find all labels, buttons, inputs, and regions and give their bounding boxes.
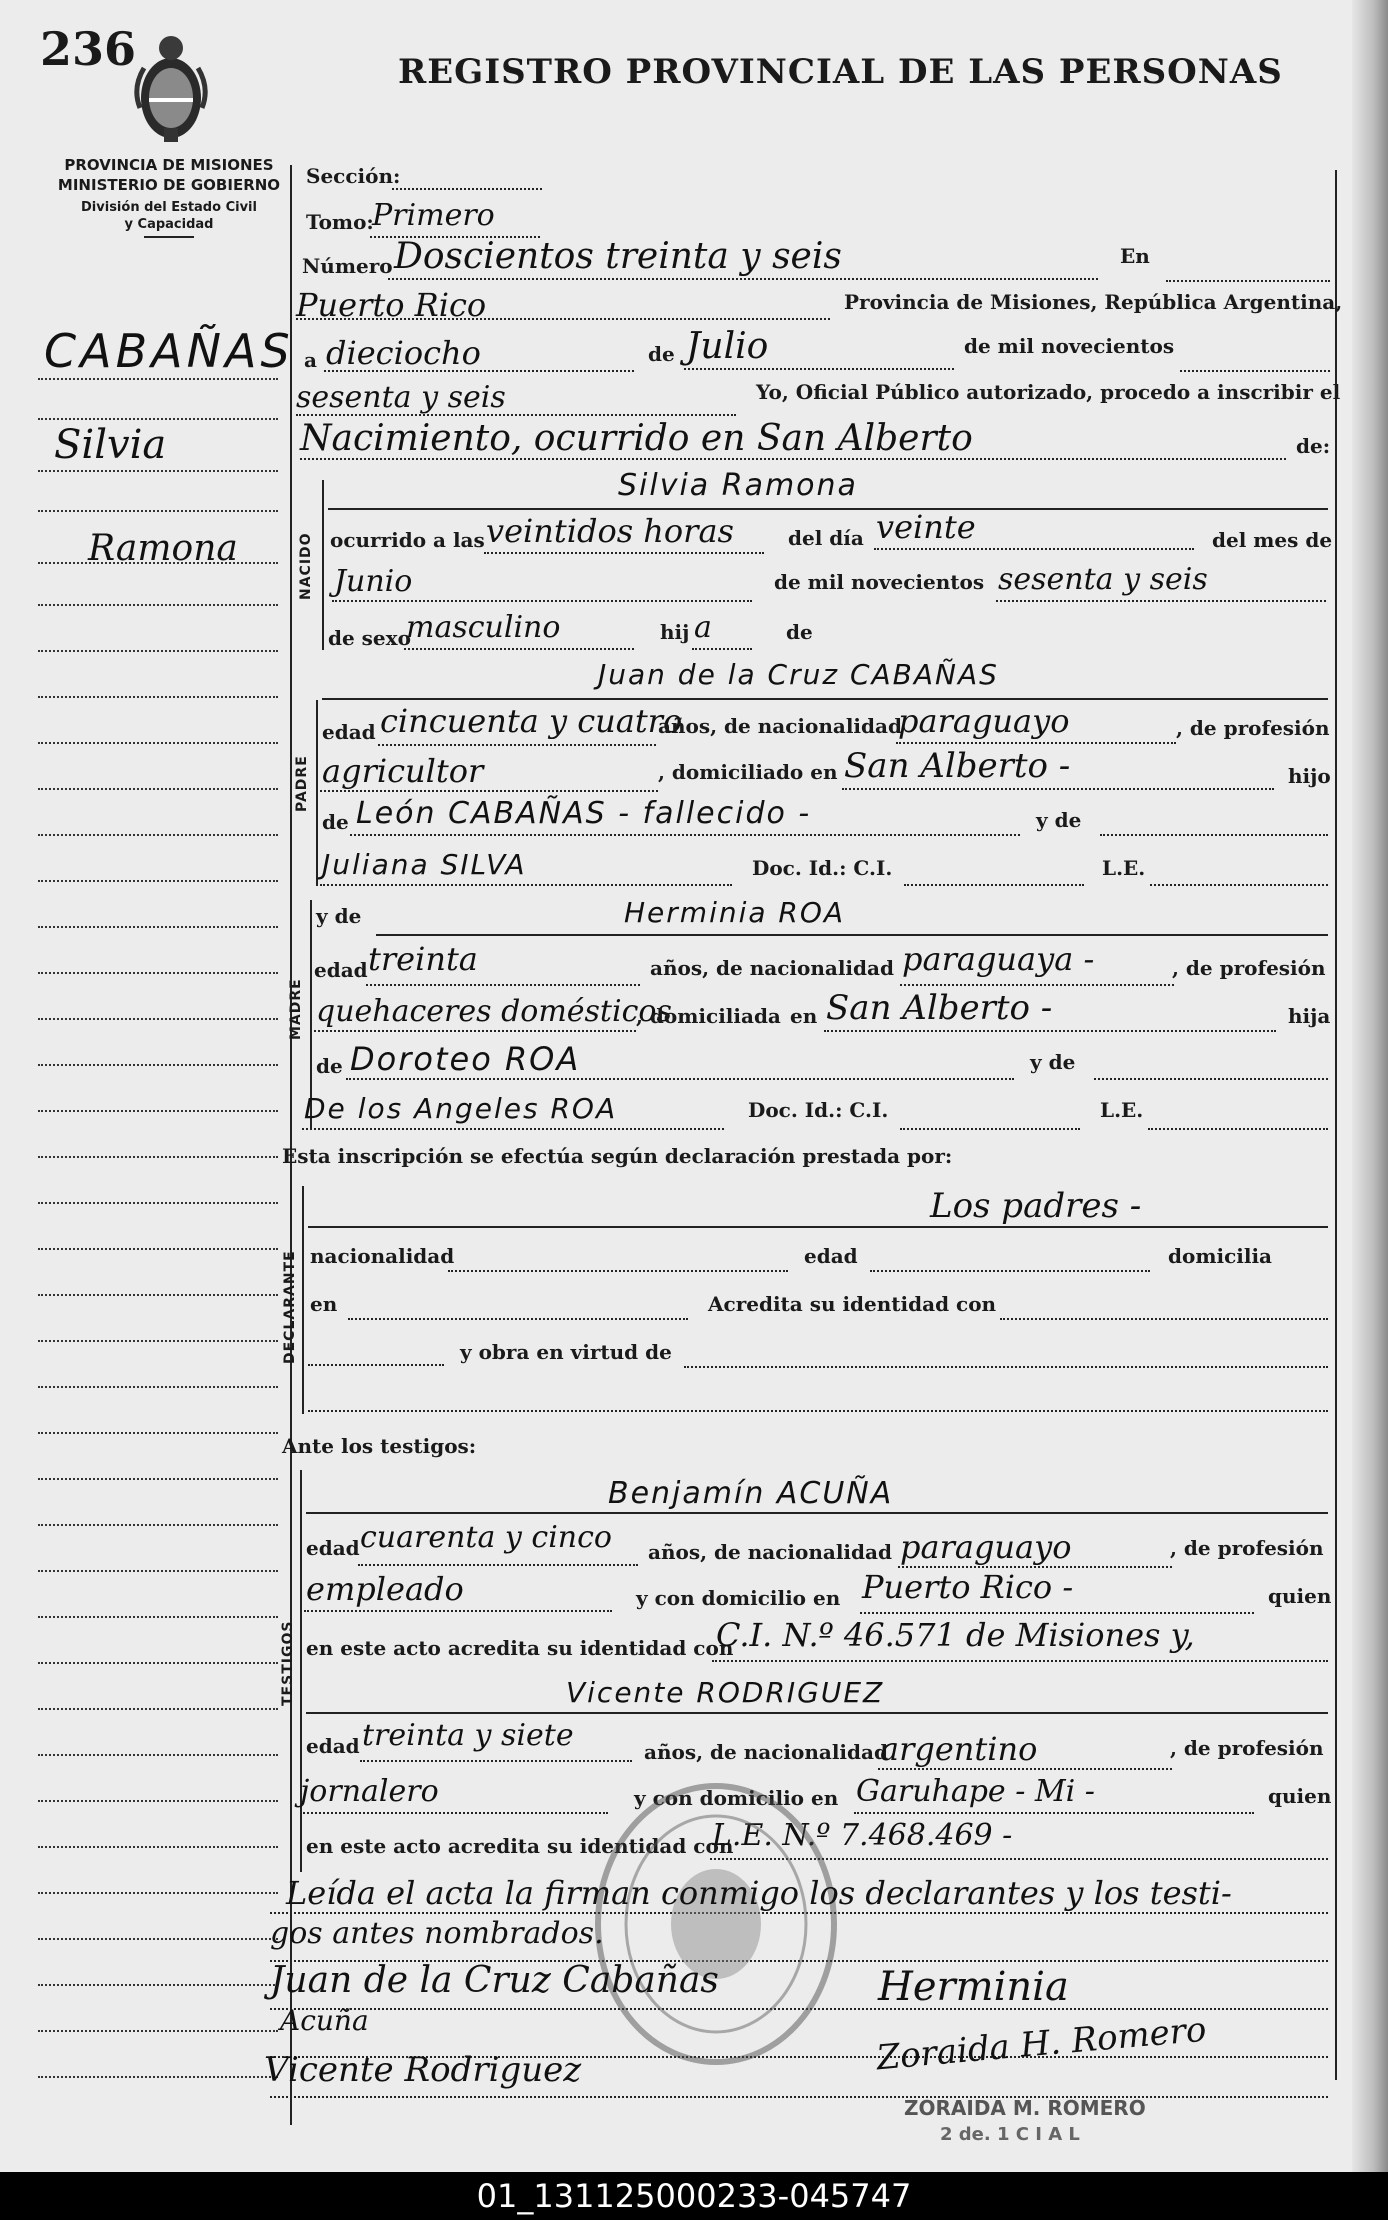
place-value: Puerto Rico — [296, 286, 487, 324]
witness2-edad-value: treinta y siete — [362, 1718, 574, 1753]
official-stamp-name: ZORAIDA M. ROMERO — [904, 2096, 1146, 2120]
padre-mother-value: Juliana SILVA — [322, 848, 527, 881]
testigos-intro: Ante los testigos: — [282, 1434, 477, 1458]
witness2-anios-text: años, de nacionalidad — [644, 1740, 888, 1764]
padre-doc-label: Doc. Id.: C.I. — [752, 856, 893, 880]
padre-label: PADRE — [294, 755, 310, 812]
nacido-bracket — [322, 480, 324, 650]
signature-witness2: Vicente Rodriguez — [264, 2050, 582, 2090]
a-label: a — [304, 348, 317, 372]
witness2-name-line — [306, 1712, 1328, 1714]
padre-le-label: L.E. — [1102, 856, 1146, 880]
birth-mil-label: de mil novecientos — [774, 570, 985, 594]
madre-y-de2-line — [1094, 1078, 1328, 1080]
sidebar-line — [38, 742, 278, 744]
witness1-anios-text: años, de nacionalidad — [648, 1540, 892, 1564]
seccion-line — [392, 188, 542, 190]
madre-doc-line — [900, 1128, 1080, 1130]
madre-doc-label: Doc. Id.: C.I. — [748, 1098, 889, 1122]
declarante-en-label: en — [310, 1292, 338, 1316]
ministry-line-3: División del Estado Civil — [81, 200, 257, 215]
mil-line — [1180, 370, 1330, 372]
madre-nac-value: paraguaya - — [902, 940, 1095, 978]
padre-doc-line — [904, 884, 1084, 886]
sidebar-line — [38, 2030, 278, 2032]
official-stamp-sub: 2 de. 1 C I A L — [940, 2124, 1080, 2145]
madre-nac-line — [900, 984, 1174, 986]
declarante-obra-line — [684, 1366, 1328, 1368]
padre-hijo-label: hijo — [1288, 764, 1331, 788]
witness1-acredita-label: en este acto acredita su identidad con — [306, 1636, 734, 1660]
provincia-text: Provincia de Misiones, República Argentina, — [844, 290, 1343, 314]
en-label: En — [1120, 244, 1150, 268]
de-label: de — [648, 342, 675, 366]
witness2-nac-value: argentino — [880, 1730, 1038, 1768]
official-stamp-icon — [586, 1774, 846, 2074]
madre-name-line — [376, 934, 1328, 936]
closing-line-2: gos antes nombrados. — [270, 1916, 604, 1951]
hij-label: hij — [660, 620, 690, 644]
witness2-edad-line — [360, 1760, 632, 1762]
witness2-nac-line — [878, 1768, 1172, 1770]
ministry-line-1: PROVINCIA DE MISIONES — [64, 156, 274, 174]
sidebar-line — [38, 1524, 278, 1526]
padre-edad-value: cincuenta y cuatro — [380, 702, 683, 740]
birth-day-line — [874, 548, 1194, 550]
numero-label: Número — [302, 254, 393, 278]
declarante-value-line — [308, 1226, 1328, 1228]
witness1-quien-label: quien — [1268, 1584, 1332, 1608]
tomo-label: Tomo: — [306, 210, 374, 234]
sidebar-line — [38, 1248, 278, 1250]
scan-footer — [0, 2172, 1388, 2220]
witness1-prof-value: empleado — [306, 1570, 464, 1608]
sidebar-line — [38, 834, 278, 836]
witness1-domic-line — [860, 1612, 1254, 1614]
sidebar-line — [38, 1892, 278, 1894]
signature-witness1: Acuña — [280, 2004, 369, 2037]
madre-prof-label: , de profesión — [1172, 956, 1326, 980]
sidebar-line — [38, 470, 278, 472]
madre-en-label: en — [790, 1004, 818, 1028]
year-line — [296, 414, 736, 416]
seccion-label: Sección: — [306, 164, 401, 188]
sidebar-second-name: Ramona — [88, 528, 238, 569]
padre-name-line — [322, 698, 1328, 700]
declarante-acredita-label: Acredita su identidad con — [708, 1292, 997, 1316]
sidebar-line — [38, 1340, 278, 1342]
madre-anios-text: años, de nacionalidad — [650, 956, 894, 980]
sidebar-line — [38, 562, 278, 564]
ministry-line-2: MINISTERIO DE GOBIERNO — [57, 176, 281, 194]
document-title: REGISTRO PROVINCIAL DE LAS PERSONAS — [398, 52, 1283, 92]
sidebar-line — [38, 1018, 278, 1020]
sidebar-line — [38, 1064, 278, 1066]
madre-name: Herminia ROA — [624, 896, 846, 929]
padre-domic-line — [842, 788, 1274, 790]
signature-official: Zoraida H. Romero — [874, 2009, 1208, 2079]
padre-prof-line — [320, 790, 658, 792]
de-colon: de: — [1296, 434, 1331, 458]
madre-father-line — [346, 1078, 1014, 1080]
witness1-domic-value: Puerto Rico - — [862, 1568, 1074, 1606]
padre-father-value: León CABAÑAS - fallecido - — [356, 796, 812, 831]
madre-mother-value: De los Angeles ROA — [304, 1092, 618, 1125]
closing-line-1: Leída el acta la firman conmigo los declarantes y los testi- — [286, 1874, 1232, 1912]
witness2-acredita-label: en este acto acredita su identidad con — [306, 1834, 734, 1858]
padre-bracket — [316, 700, 318, 886]
madre-hija-label: hija — [1288, 1004, 1331, 1028]
witness2-prof-value: jornalero — [300, 1774, 439, 1809]
month-line — [684, 368, 954, 370]
signature-mother: Herminia — [878, 1964, 1069, 2010]
madre-le-line — [1148, 1128, 1328, 1130]
sidebar-line — [38, 1294, 278, 1296]
sidebar-line — [38, 650, 278, 652]
place-line — [296, 318, 830, 320]
declarante-intro: Esta inscripción se efectúa según declaración prestada por: — [282, 1144, 953, 1168]
padre-anios-text: años, de nacionalidad — [658, 714, 902, 738]
padre-mother-line — [320, 884, 732, 886]
sidebar-line — [38, 1570, 278, 1572]
ministry-line-4: y Capacidad — [124, 217, 214, 232]
witness1-id-line — [712, 1660, 1328, 1662]
madre-de-label: de — [316, 1054, 343, 1078]
ministry-block — [54, 156, 284, 238]
declarante-value: Los padres - — [930, 1186, 1142, 1226]
witness1-edad-label: edad — [306, 1536, 360, 1560]
closing-line-5-rule — [270, 2096, 1328, 2098]
birth-year-value: sesenta y seis — [998, 562, 1208, 597]
sidebar-line — [38, 1616, 278, 1618]
mil-text: de mil novecientos — [964, 334, 1175, 358]
day-line — [324, 370, 634, 372]
yo-text: Yo, Oficial Público autorizado, procedo a inscribir el — [756, 380, 1341, 404]
acto-value: Nacimiento, ocurrido en San Alberto — [300, 418, 973, 459]
nacido-name: Silvia Ramona — [618, 468, 858, 503]
signature-father: Juan de la Cruz Cabañas — [270, 1960, 719, 2001]
madre-mother-line — [302, 1128, 724, 1130]
padre-edad-label: edad — [322, 720, 376, 744]
padre-prof-value: agricultor — [322, 752, 484, 790]
padre-father-line — [350, 834, 1020, 836]
witness1-prof-label: , de profesión — [1170, 1536, 1324, 1560]
sidebar-line — [38, 1432, 278, 1434]
declarante-extra-line — [308, 1410, 1328, 1412]
declarante-acredita-line — [1000, 1318, 1328, 1320]
padre-prof-label: , de profesión — [1176, 716, 1330, 740]
page-edge-shadow — [1352, 0, 1388, 2172]
madre-edad-line — [366, 984, 640, 986]
numero-line — [388, 278, 1098, 280]
sidebar-line — [38, 1708, 278, 1710]
witness1-edad-line — [358, 1564, 638, 1566]
month-value: Julio — [686, 326, 769, 367]
sidebar-line — [38, 1800, 278, 1802]
sidebar-line — [38, 378, 278, 380]
sidebar-line — [38, 926, 278, 928]
nacido-name-line — [328, 508, 1328, 510]
page-number: 236 — [40, 22, 137, 76]
madre-domic-label: , domiciliada — [636, 1004, 781, 1028]
witness1-prof-line — [304, 1610, 612, 1612]
declarante-label: DECLARANTE — [282, 1250, 298, 1364]
testigos-label: TESTIGOS — [280, 1620, 296, 1706]
madre-y-de2-label: y de — [1030, 1050, 1076, 1074]
declarante-en-line — [348, 1318, 688, 1320]
madre-domic-value: San Alberto - — [826, 988, 1053, 1028]
year-value: sesenta y seis — [296, 380, 506, 415]
sidebar-line — [38, 1110, 278, 1112]
del-dia-label: del día — [788, 526, 864, 550]
witness2-edad-label: edad — [306, 1734, 360, 1758]
sidebar-first-name: Silvia — [54, 422, 167, 468]
sidebar-line — [38, 1386, 278, 1388]
witness2-domic-line — [854, 1812, 1254, 1814]
hour-value: veintidos horas — [486, 512, 734, 550]
witness2-name: Vicente RODRIGUEZ — [566, 1676, 885, 1709]
declarante-domicilia-label: domicilia — [1168, 1244, 1273, 1268]
en-line — [1166, 280, 1330, 282]
sidebar-line — [38, 788, 278, 790]
sidebar-line — [38, 880, 278, 882]
sidebar-line — [38, 972, 278, 974]
sidebar-line — [38, 2076, 278, 2078]
sidebar-line — [38, 510, 278, 512]
declarante-edad-line — [870, 1270, 1150, 1272]
nacido-de-label: de — [786, 620, 813, 644]
padre-domic-label: , domiciliado en — [658, 760, 838, 784]
nacido-label: NACIDO — [298, 532, 314, 600]
scan-code: 01_131125000233-045747 — [476, 2177, 912, 2215]
declarante-nac-label: nacionalidad — [310, 1244, 455, 1268]
del-mes-label: del mes de — [1212, 528, 1333, 552]
witness2-prof-label: , de profesión — [1170, 1736, 1324, 1760]
day-value: dieciocho — [326, 334, 481, 372]
witness1-nac-value: paraguayo — [900, 1528, 1072, 1566]
madre-prof-line — [314, 1030, 636, 1032]
padre-nac-line — [896, 742, 1176, 744]
declarante-obra-pre-line — [308, 1364, 444, 1366]
ocurrido-label: ocurrido a las — [330, 528, 485, 552]
numero-value: Doscientos treinta y seis — [394, 236, 842, 277]
padre-y-de-label: y de — [1036, 808, 1082, 832]
birth-month-value: Junio — [334, 564, 413, 599]
sexo-value: masculino — [406, 610, 561, 645]
padre-de-label: de — [322, 810, 349, 834]
madre-edad-value: treinta — [368, 940, 478, 978]
witness1-name: Benjamín ACUÑA — [608, 1476, 894, 1511]
witness2-domic-label: y con domicilio en — [634, 1786, 839, 1810]
sidebar-line — [38, 1754, 278, 1756]
sidebar-line — [38, 1202, 278, 1204]
madre-prof-value: quehaceres domésticos — [316, 994, 672, 1029]
sexo-label: de sexo — [328, 626, 411, 650]
madre-y-de-label: y de — [316, 904, 362, 928]
acto-line — [300, 458, 1286, 460]
madre-le-label: L.E. — [1100, 1098, 1144, 1122]
sidebar-line — [38, 604, 278, 606]
declarante-nac-line — [448, 1270, 788, 1272]
hij-suffix: a — [694, 610, 712, 645]
madre-father-value: Doroteo ROA — [350, 1040, 581, 1078]
witness2-prof-line — [300, 1812, 608, 1814]
padre-le-line — [1150, 884, 1328, 886]
coat-of-arms-icon — [130, 28, 212, 148]
sidebar-line — [38, 696, 278, 698]
birth-year-line — [996, 600, 1326, 602]
sexo-line — [404, 648, 634, 650]
hij-line — [692, 648, 752, 650]
sidebar-line — [38, 418, 278, 420]
witness1-id-value: C.I. N.º 46.571 de Misiones y, — [716, 1616, 1195, 1654]
padre-name: Juan de la Cruz CABAÑAS — [598, 658, 999, 691]
sidebar-surname: CABAÑAS — [44, 324, 294, 378]
sidebar-line — [38, 1662, 278, 1664]
witness2-domic-value: Garuhape - Mi - — [856, 1774, 1095, 1809]
declarante-edad-label: edad — [804, 1244, 858, 1268]
padre-nac-value: paraguayo — [898, 702, 1070, 740]
sidebar-line — [38, 1846, 278, 1848]
form-right-border — [1335, 170, 1337, 2080]
padre-domic-value: San Alberto - — [844, 746, 1071, 786]
sidebar-line — [38, 1478, 278, 1480]
witness1-edad-value: cuarenta y cinco — [360, 1520, 612, 1555]
padre-y-de-line — [1100, 834, 1328, 836]
declarante-bracket — [302, 1186, 304, 1414]
madre-domic-line — [824, 1030, 1276, 1032]
witness2-quien-label: quien — [1268, 1784, 1332, 1808]
witness1-name-line — [306, 1512, 1328, 1514]
madre-edad-label: edad — [314, 958, 368, 982]
declarante-obra-label: y obra en virtud de — [460, 1340, 672, 1364]
witness2-id-value: L.E. N.º 7.468.469 - — [712, 1818, 1013, 1853]
sidebar-line — [38, 1938, 278, 1940]
birth-month-line — [332, 600, 752, 602]
hour-line — [484, 552, 764, 554]
birth-day-value: veinte — [876, 508, 976, 546]
sidebar-line — [38, 1156, 278, 1158]
sidebar-line — [38, 1984, 278, 1986]
witness1-domic-label: y con domicilio en — [636, 1586, 841, 1610]
tomo-value: Primero — [372, 198, 495, 233]
madre-label: MADRE — [288, 978, 304, 1040]
padre-edad-line — [378, 744, 656, 746]
